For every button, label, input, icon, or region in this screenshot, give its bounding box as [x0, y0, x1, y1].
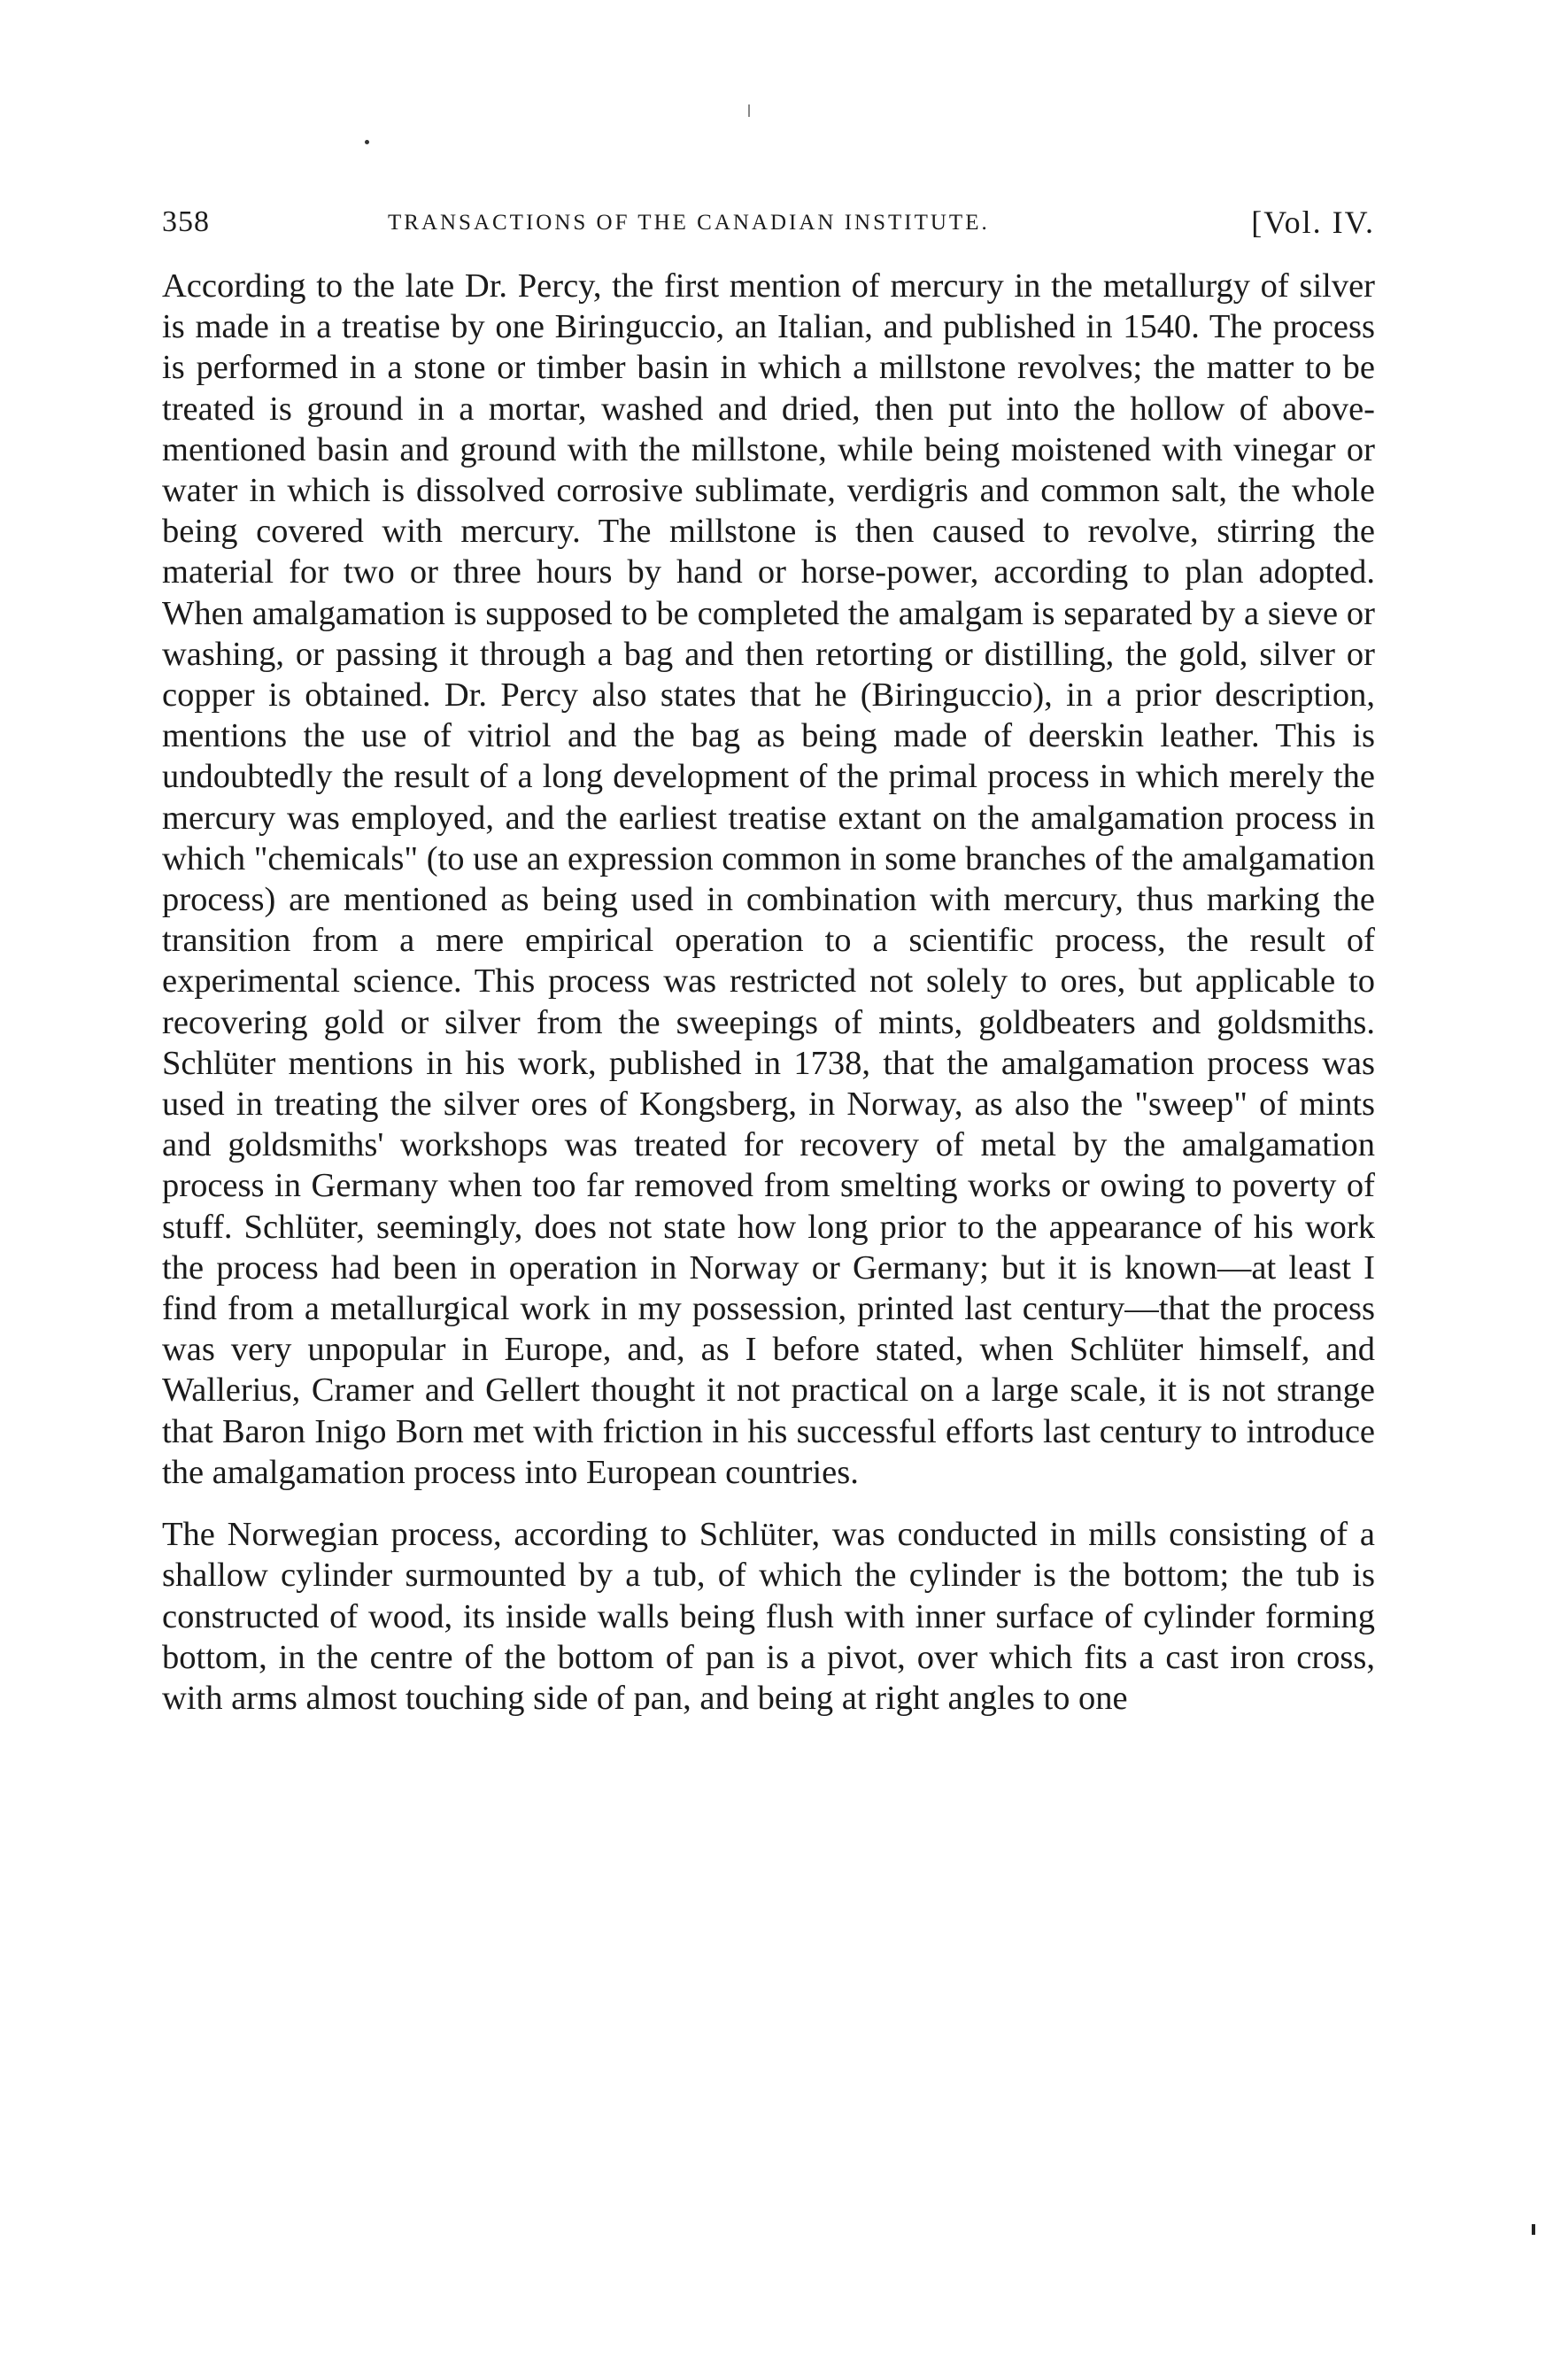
journal-title: TRANSACTIONS OF THE CANADIAN INSTITUTE.: [388, 211, 990, 235]
paragraph: The Norwegian process, according to Schlüter, was conducted in mills consisting of a shallow cylinder surmounted by a tub, of which the cylinder is the bottom; the tub is constructed of wood, its inside walls being flush with inner surface of cylinder forming bottom, in the centre of the bottom of pan is a pivot, over which fits a cast iron cross, with arms almost touching side of pan, and being at right angles to one: [162, 1516, 1375, 1717]
ink-speck: [365, 140, 369, 144]
running-header: [162, 200, 1375, 244]
body-text: [162, 266, 1375, 1719]
volume-label: [Vol. IV.: [1251, 205, 1375, 240]
paragraph: According to the late Dr. Percy, the first mention of mercury in the metallurgy of silver is made in a treatise by one Biringuccio, an Italian, and published in 1540. The process is performed in a stone or timber basin in which a millstone revolves; the matter to be treated is ground in a mortar, washed and dried, then put into the hollow of above-mentioned basin and ground with the millstone, while being moistened with vinegar or water in which is dissolved corrosive sublimate, verdigris and common salt, the whole being covered with mercury. The millstone is then caused to revolve, stirring the material for two or three hours by hand or horse-power, according to plan adopted. When amalgamation is supposed to be completed the amalgam is separated by a sieve or washing, or passing it through a bag and then retorting or distilling, the gold, silver or copper is obtained. Dr. Percy also states that he (Biringuccio), in a prior description, mentions the use of vitriol and the bag as being made of deerskin leather. This is undoubtedly the result of a long development of the primal process in which merely the mercury was employed, and the earliest treatise extant on the amalgamation process in which "chemicals" (to use an expression common in some branches of the amalgamation process) are mentioned as being used in combination with mercury, thus marking the transition from a mere empirical operation to a scientific process, the result of experimental science. This process was restricted not solely to ores, but applicable to recovering gold or silver from the sweepings of mints, goldbeaters and goldsmiths. Schlüter mentions in his work, published in 1738, that the amalgamation process was used in treating the silver ores of Kongsberg, in Norway, as also the "sweep" of mints and goldsmiths' workshops was treated for recovery of metal by the amalgamation process in Germany when too far removed from smelting works or owing to poverty of stuff. Schlüter, seemingly, does not state how long prior to the appearance of his work the process had been in operation in Norway or Germany; but it is known—at least I find from a metallurgical work in my possession, printed last century—that the process was very unpopular in Europe, and, as I before stated, when Schlüter himself, and Wallerius, Cramer and Gellert thought it not practical on a large scale, it is not strange that Baron Inigo Born met with friction in his successful efforts last century to introduce the amalgamation process into European countries.: [162, 267, 1375, 1491]
ink-mark: [748, 104, 750, 117]
page-number: 358: [162, 205, 210, 238]
margin-mark: [1532, 2224, 1535, 2235]
